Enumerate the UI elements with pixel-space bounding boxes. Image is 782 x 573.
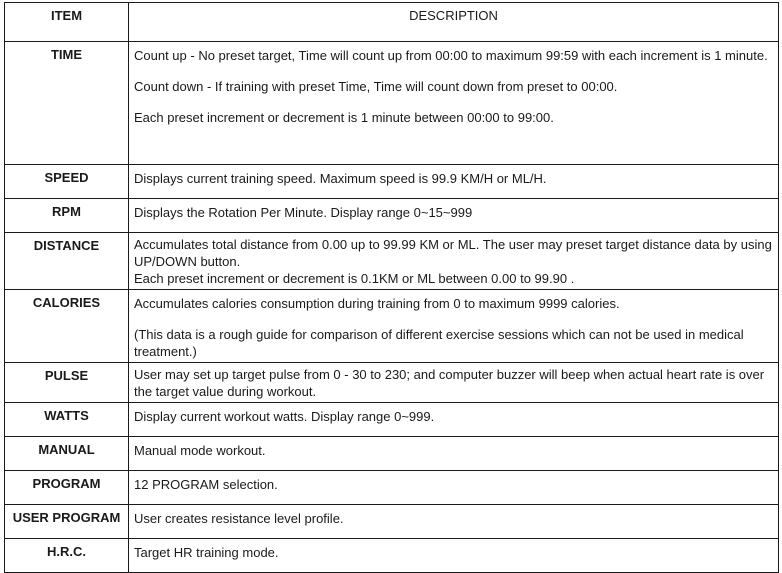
spec-table — [4, 2, 779, 573]
table-row — [5, 403, 779, 437]
item-name: SPEED — [5, 165, 129, 199]
item-name: TIME — [5, 42, 129, 165]
description-text: (This data is a rough guide for comparison of different exercise sessions which can not be used in medical treatment.) — [134, 327, 744, 359]
item-description — [129, 363, 779, 403]
item-name: USER PROGRAM — [5, 505, 129, 539]
description-text: Target HR training mode. — [134, 545, 279, 560]
table-row — [5, 437, 779, 471]
item-description — [129, 165, 779, 199]
description-text: Each preset increment or decrement is 0.1KM or ML between 0.00 to 99.90 . — [134, 271, 575, 286]
item-description — [129, 539, 779, 573]
item-description — [129, 505, 779, 539]
item-name: PULSE — [5, 363, 129, 403]
item-description — [129, 437, 779, 471]
table-row — [5, 290, 779, 363]
table-row — [5, 233, 779, 290]
item-name: DISTANCE — [5, 233, 129, 290]
table-row — [5, 363, 779, 403]
description-text: Count down - If training with preset Time, Time will count down from preset to 00:00. — [134, 79, 618, 94]
item-name: H.R.C. — [5, 539, 129, 573]
description-text: 12 PROGRAM selection. — [134, 477, 278, 492]
item-name: MANUAL — [5, 437, 129, 471]
item-description — [129, 233, 779, 290]
description-text: Each preset increment or decrement is 1 minute between 00:00 to 99:00. — [134, 110, 554, 125]
item-description — [129, 42, 779, 165]
item-name: CALORIES — [5, 290, 129, 363]
item-name: WATTS — [5, 403, 129, 437]
table-row — [5, 199, 779, 233]
item-description — [129, 199, 779, 233]
table-row — [5, 505, 779, 539]
description-text: Manual mode workout. — [134, 443, 266, 458]
table-row — [5, 42, 779, 165]
table-row — [5, 539, 779, 573]
item-description — [129, 471, 779, 505]
item-name: PROGRAM — [5, 471, 129, 505]
description-text: Count up - No preset target, Time will count up from 00:00 to maximum 99:59 with each increment is 1 minute. — [134, 48, 768, 63]
table-row — [5, 165, 779, 199]
table-header-row — [5, 3, 779, 42]
description-text: Display current workout watts. Display range 0~999. — [134, 409, 435, 424]
item-description — [129, 403, 779, 437]
description-text: Displays current training speed. Maximum speed is 99.9 KM/H or ML/H. — [134, 171, 547, 186]
item-description — [129, 290, 779, 363]
header-description: DESCRIPTION — [129, 3, 779, 42]
table-row — [5, 471, 779, 505]
item-name: RPM — [5, 199, 129, 233]
description-text: User may set up target pulse from 0 - 30 to 230; and computer buzzer will beep when actual heart rate is over the target value during workout. — [134, 367, 765, 399]
description-text: Accumulates total distance from 0.00 up to 99.99 KM or ML. The user may preset target distance data by using UP/DOWN button. — [134, 237, 772, 269]
description-text: Accumulates calories consumption during training from 0 to maximum 9999 calories. — [134, 296, 620, 311]
description-text: Displays the Rotation Per Minute. Display range 0~15~999 — [134, 205, 473, 220]
header-item: ITEM — [5, 3, 129, 42]
description-text: User creates resistance level profile. — [134, 511, 344, 526]
